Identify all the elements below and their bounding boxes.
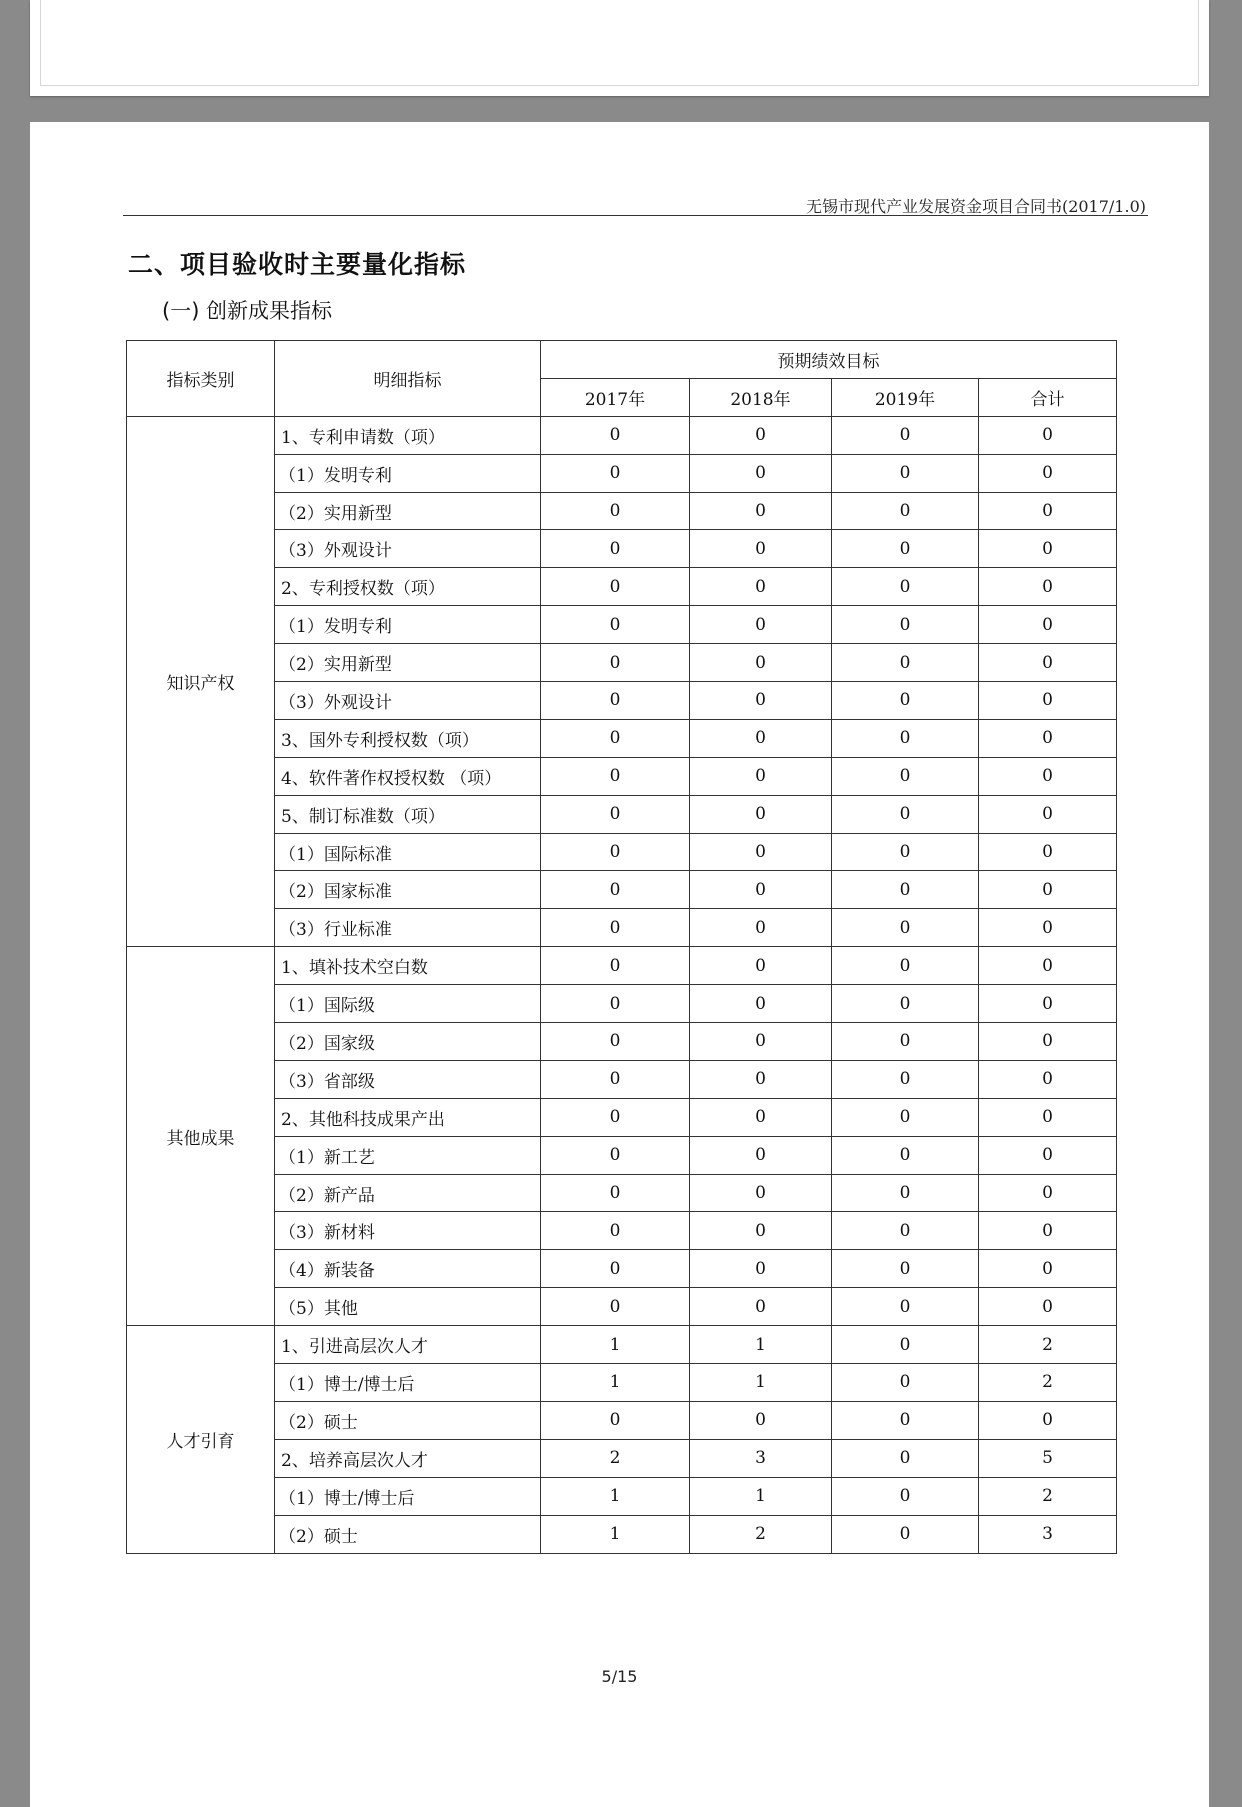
detail-cell: （1）博士/博士后 xyxy=(275,1364,541,1402)
value-cell: 0 xyxy=(690,568,832,606)
value-cell: 1 xyxy=(541,1364,690,1402)
total-cell: 0 xyxy=(979,1174,1117,1212)
detail-cell: （2）新产品 xyxy=(275,1174,541,1212)
value-cell: 1 xyxy=(541,1326,690,1364)
total-cell: 0 xyxy=(979,833,1117,871)
value-cell: 0 xyxy=(690,1250,832,1288)
value-cell: 0 xyxy=(541,871,690,909)
value-cell: 0 xyxy=(690,1174,832,1212)
detail-cell: 1、专利申请数（项） xyxy=(275,416,541,454)
value-cell: 0 xyxy=(541,568,690,606)
detail-cell: 4、软件著作权授权数 （项） xyxy=(275,757,541,795)
detail-cell: 2、其他科技成果产出 xyxy=(275,1098,541,1136)
value-cell: 0 xyxy=(541,1288,690,1326)
value-cell: 0 xyxy=(541,909,690,947)
value-cell: 0 xyxy=(690,416,832,454)
value-cell: 0 xyxy=(832,644,979,682)
total-cell: 3 xyxy=(979,1515,1117,1553)
total-cell: 0 xyxy=(979,909,1117,947)
table-row xyxy=(127,644,1117,682)
table-row xyxy=(127,1212,1117,1250)
table-row xyxy=(127,1060,1117,1098)
metrics-table-body xyxy=(127,416,1117,1553)
value-cell: 0 xyxy=(832,1288,979,1326)
category-cell: 知识产权 xyxy=(127,416,275,946)
value-cell: 0 xyxy=(690,1401,832,1439)
value-cell: 0 xyxy=(690,833,832,871)
value-cell: 0 xyxy=(541,492,690,530)
value-cell: 0 xyxy=(832,1136,979,1174)
value-cell: 0 xyxy=(690,1023,832,1061)
value-cell: 0 xyxy=(541,1250,690,1288)
value-cell: 0 xyxy=(541,757,690,795)
running-header: 无锡市现代产业发展资金项目合同书(2017/1.0) xyxy=(805,197,1146,216)
value-cell: 0 xyxy=(832,454,979,492)
value-cell: 0 xyxy=(832,606,979,644)
value-cell: 0 xyxy=(832,757,979,795)
total-cell: 0 xyxy=(979,682,1117,720)
value-cell: 0 xyxy=(690,985,832,1023)
value-cell: 0 xyxy=(832,416,979,454)
value-cell: 0 xyxy=(541,1060,690,1098)
value-cell: 0 xyxy=(832,947,979,985)
header-category: 指标类别 xyxy=(127,341,275,417)
value-cell: 0 xyxy=(541,530,690,568)
total-cell: 0 xyxy=(979,947,1117,985)
table-row xyxy=(127,871,1117,909)
value-cell: 0 xyxy=(690,1098,832,1136)
total-cell: 0 xyxy=(979,454,1117,492)
table-row xyxy=(127,795,1117,833)
value-cell: 0 xyxy=(690,1060,832,1098)
value-cell: 0 xyxy=(832,1364,979,1402)
detail-cell: 5、制订标准数（项） xyxy=(275,795,541,833)
total-cell: 0 xyxy=(979,719,1117,757)
detail-cell: （1）发明专利 xyxy=(275,454,541,492)
value-cell: 0 xyxy=(541,454,690,492)
value-cell: 0 xyxy=(690,682,832,720)
value-cell: 0 xyxy=(690,757,832,795)
detail-cell: （4）新装备 xyxy=(275,1250,541,1288)
header-year-2017: 2017年 xyxy=(541,378,690,416)
value-cell: 0 xyxy=(832,1098,979,1136)
value-cell: 0 xyxy=(832,909,979,947)
value-cell: 0 xyxy=(832,719,979,757)
table-row xyxy=(127,719,1117,757)
previous-page-frame xyxy=(40,0,1199,86)
table-row xyxy=(127,606,1117,644)
table-row xyxy=(127,416,1117,454)
table-row xyxy=(127,1439,1117,1477)
value-cell: 0 xyxy=(690,795,832,833)
value-cell: 1 xyxy=(690,1364,832,1402)
table-row xyxy=(127,833,1117,871)
total-cell: 0 xyxy=(979,530,1117,568)
header-detail: 明细指标 xyxy=(275,341,541,417)
detail-cell: 1、填补技术空白数 xyxy=(275,947,541,985)
detail-cell: 2、培养高层次人才 xyxy=(275,1439,541,1477)
value-cell: 0 xyxy=(690,909,832,947)
value-cell: 0 xyxy=(832,1250,979,1288)
header-target-group: 预期绩效目标 xyxy=(541,341,1117,379)
table-row xyxy=(127,1515,1117,1553)
table-row xyxy=(127,1288,1117,1326)
value-cell: 0 xyxy=(832,1477,979,1515)
value-cell: 0 xyxy=(541,1098,690,1136)
metrics-table xyxy=(126,340,1117,1554)
detail-cell: （2）实用新型 xyxy=(275,644,541,682)
value-cell: 2 xyxy=(690,1515,832,1553)
value-cell: 1 xyxy=(541,1477,690,1515)
total-cell: 0 xyxy=(979,606,1117,644)
value-cell: 0 xyxy=(690,947,832,985)
total-cell: 2 xyxy=(979,1364,1117,1402)
value-cell: 0 xyxy=(541,947,690,985)
total-cell: 0 xyxy=(979,757,1117,795)
total-cell: 0 xyxy=(979,1098,1117,1136)
table-row xyxy=(127,1401,1117,1439)
value-cell: 0 xyxy=(832,530,979,568)
detail-cell: 3、国外专利授权数（项） xyxy=(275,719,541,757)
value-cell: 0 xyxy=(832,682,979,720)
table-row xyxy=(127,1364,1117,1402)
value-cell: 0 xyxy=(690,644,832,682)
value-cell: 0 xyxy=(832,1439,979,1477)
document-page xyxy=(30,122,1209,1807)
detail-cell: （1）博士/博士后 xyxy=(275,1477,541,1515)
total-cell: 0 xyxy=(979,1288,1117,1326)
subsection-title: (一) 创新成果指标 xyxy=(162,299,333,323)
table-row xyxy=(127,1136,1117,1174)
value-cell: 0 xyxy=(832,871,979,909)
detail-cell: （2）国家标准 xyxy=(275,871,541,909)
header-year-2019: 2019年 xyxy=(832,378,979,416)
value-cell: 0 xyxy=(832,795,979,833)
detail-cell: 2、专利授权数（项） xyxy=(275,568,541,606)
detail-cell: （1）国际标准 xyxy=(275,833,541,871)
value-cell: 0 xyxy=(832,1401,979,1439)
total-cell: 0 xyxy=(979,985,1117,1023)
total-cell: 0 xyxy=(979,1023,1117,1061)
value-cell: 0 xyxy=(541,1023,690,1061)
total-cell: 0 xyxy=(979,416,1117,454)
total-cell: 0 xyxy=(979,568,1117,606)
value-cell: 0 xyxy=(541,606,690,644)
value-cell: 0 xyxy=(690,454,832,492)
total-cell: 2 xyxy=(979,1326,1117,1364)
table-row xyxy=(127,530,1117,568)
total-cell: 0 xyxy=(979,1250,1117,1288)
total-cell: 0 xyxy=(979,871,1117,909)
value-cell: 0 xyxy=(541,644,690,682)
detail-cell: （2）硕士 xyxy=(275,1401,541,1439)
value-cell: 0 xyxy=(832,1326,979,1364)
value-cell: 0 xyxy=(541,1174,690,1212)
value-cell: 0 xyxy=(541,1136,690,1174)
total-cell: 2 xyxy=(979,1477,1117,1515)
table-row xyxy=(127,1477,1117,1515)
detail-cell: （1）发明专利 xyxy=(275,606,541,644)
value-cell: 0 xyxy=(541,416,690,454)
value-cell: 0 xyxy=(541,1212,690,1250)
table-row xyxy=(127,757,1117,795)
value-cell: 0 xyxy=(832,492,979,530)
header-year-2018: 2018年 xyxy=(690,378,832,416)
table-row xyxy=(127,947,1117,985)
value-cell: 0 xyxy=(832,568,979,606)
table-row xyxy=(127,1250,1117,1288)
value-cell: 1 xyxy=(690,1326,832,1364)
total-cell: 0 xyxy=(979,644,1117,682)
detail-cell: （3）行业标准 xyxy=(275,909,541,947)
detail-cell: （2）实用新型 xyxy=(275,492,541,530)
total-cell: 0 xyxy=(979,795,1117,833)
detail-cell: （3）外观设计 xyxy=(275,530,541,568)
value-cell: 1 xyxy=(690,1477,832,1515)
value-cell: 0 xyxy=(541,1401,690,1439)
table-row xyxy=(127,1326,1117,1364)
detail-cell: （2）国家级 xyxy=(275,1023,541,1061)
table-row xyxy=(127,909,1117,947)
detail-cell: （3）省部级 xyxy=(275,1060,541,1098)
detail-cell: （5）其他 xyxy=(275,1288,541,1326)
value-cell: 0 xyxy=(541,682,690,720)
section-title: 二、项目验收时主要量化指标 xyxy=(128,250,467,279)
header-total: 合计 xyxy=(979,378,1117,416)
detail-cell: （1）新工艺 xyxy=(275,1136,541,1174)
value-cell: 0 xyxy=(690,719,832,757)
table-row xyxy=(127,985,1117,1023)
value-cell: 0 xyxy=(690,1212,832,1250)
value-cell: 0 xyxy=(541,985,690,1023)
category-cell: 人才引育 xyxy=(127,1326,275,1553)
table-row xyxy=(127,568,1117,606)
detail-cell: （3）外观设计 xyxy=(275,682,541,720)
detail-cell: （1）国际级 xyxy=(275,985,541,1023)
value-cell: 0 xyxy=(690,530,832,568)
metrics-table-header xyxy=(127,341,1117,417)
value-cell: 0 xyxy=(832,1023,979,1061)
value-cell: 3 xyxy=(690,1439,832,1477)
total-cell: 5 xyxy=(979,1439,1117,1477)
value-cell: 0 xyxy=(832,1174,979,1212)
total-cell: 0 xyxy=(979,1212,1117,1250)
table-row xyxy=(127,1098,1117,1136)
page-number: 5/15 xyxy=(601,1667,638,1686)
total-cell: 0 xyxy=(979,1060,1117,1098)
header-rule xyxy=(123,215,1148,216)
category-cell: 其他成果 xyxy=(127,947,275,1326)
detail-cell: 1、引进高层次人才 xyxy=(275,1326,541,1364)
value-cell: 0 xyxy=(541,833,690,871)
value-cell: 0 xyxy=(832,1212,979,1250)
value-cell: 0 xyxy=(832,1515,979,1553)
total-cell: 0 xyxy=(979,1401,1117,1439)
value-cell: 0 xyxy=(690,871,832,909)
value-cell: 1 xyxy=(541,1515,690,1553)
total-cell: 0 xyxy=(979,492,1117,530)
value-cell: 2 xyxy=(541,1439,690,1477)
table-row xyxy=(127,682,1117,720)
table-row xyxy=(127,454,1117,492)
previous-page-bottom xyxy=(30,0,1209,96)
table-row xyxy=(127,1023,1117,1061)
value-cell: 0 xyxy=(832,833,979,871)
value-cell: 0 xyxy=(832,1060,979,1098)
value-cell: 0 xyxy=(690,492,832,530)
value-cell: 0 xyxy=(690,606,832,644)
detail-cell: （3）新材料 xyxy=(275,1212,541,1250)
value-cell: 0 xyxy=(541,719,690,757)
value-cell: 0 xyxy=(832,985,979,1023)
total-cell: 0 xyxy=(979,1136,1117,1174)
value-cell: 0 xyxy=(690,1288,832,1326)
table-row xyxy=(127,1174,1117,1212)
detail-cell: （2）硕士 xyxy=(275,1515,541,1553)
value-cell: 0 xyxy=(690,1136,832,1174)
table-row xyxy=(127,492,1117,530)
value-cell: 0 xyxy=(541,795,690,833)
